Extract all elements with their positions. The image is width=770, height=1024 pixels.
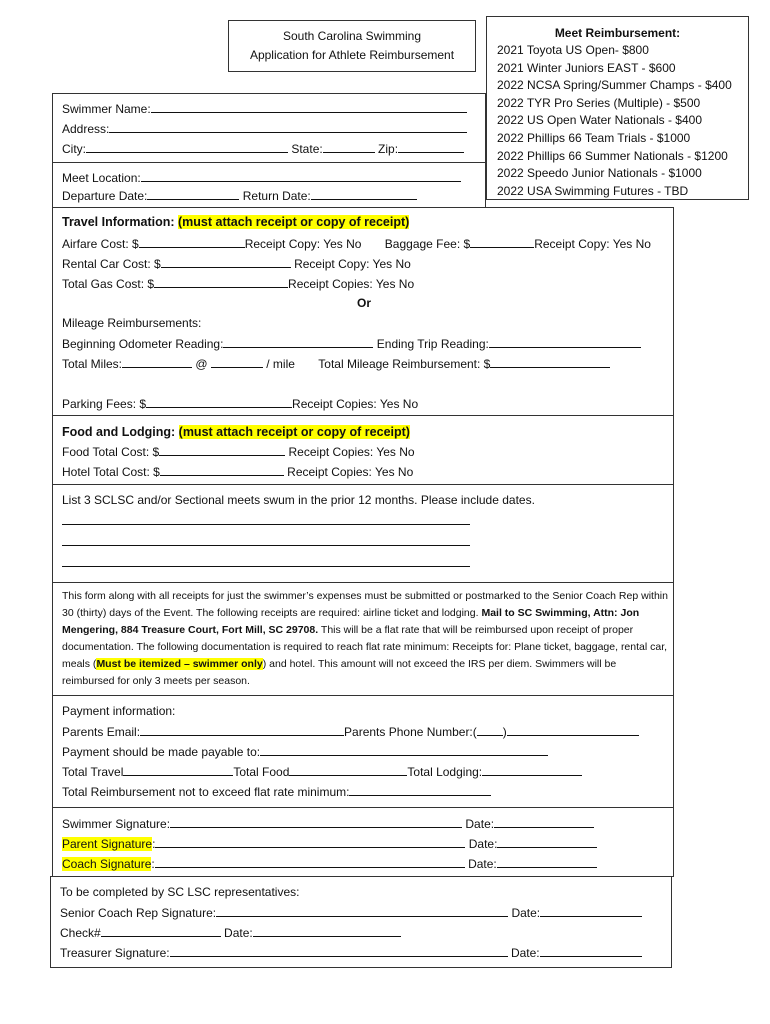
total-reimbursement-label: Total Reimbursement not to exceed flat rate minimum:: [62, 785, 350, 799]
mail-to-address: Mail to SC Swimming, Attn: Jon Mengering, 884 Treasure Court, Fort Mill, SC 29708.: [62, 607, 640, 636]
coach-signature-field[interactable]: [155, 855, 465, 868]
parents-contact-row: [62, 723, 639, 740]
parents-phone-label: Parents Phone Number:(: [344, 725, 477, 739]
payable-field[interactable]: [260, 743, 548, 756]
payment-heading: Payment information:: [62, 704, 176, 718]
total-miles-label: Total Miles:: [62, 357, 123, 371]
meet-item: 2022 Speedo Junior Nationals - $1000: [497, 166, 702, 181]
instructions-part-1: This form along with all receipts for just the swimmer’s expenses must be submitted or postmarked to the Senior Coach Rep within 30 (thirty) days of the Event. The following receipts are required: airline ticket and lodging.: [62, 590, 668, 619]
meets-list-prompt: List 3 SCLSC and/or Sectional meets swum in the prior 12 months. Please include dates.: [62, 493, 535, 507]
odometer-row: [62, 335, 641, 352]
signatures-box: [52, 807, 674, 877]
meet-item: 2022 US Open Water Nationals - $400: [497, 113, 703, 128]
state-field[interactable]: [323, 140, 375, 153]
meet-location-box: [52, 162, 486, 208]
airfare-receipt[interactable]: Receipt Copy: Yes No: [244, 237, 362, 251]
rate-field[interactable]: [211, 355, 263, 368]
airfare-row: [62, 235, 651, 252]
begin-odometer-label: Beginning Odometer Reading:: [62, 337, 224, 351]
instructions-box: [52, 582, 674, 696]
return-field[interactable]: [311, 187, 417, 200]
parent-colon: :: [152, 837, 156, 851]
payable-row: [62, 743, 548, 760]
parents-email-field[interactable]: [140, 723, 344, 736]
meet-item: 2021 Winter Juniors EAST - $600: [497, 60, 676, 75]
instructions-text: [62, 588, 668, 690]
address-row: [62, 120, 467, 137]
meet-item: 2022 NCSA Spring/Summer Champs - $400: [497, 78, 732, 93]
lsc-heading: To be completed by SC LSC representatives:: [60, 885, 300, 899]
coach-colon: :: [151, 857, 155, 871]
title-line-2: Application for Athlete Reimbursement: [249, 48, 455, 62]
meet-reimbursement-heading: Meet Reimbursement:: [554, 26, 681, 40]
return-label: Return Date:: [242, 189, 311, 203]
total-miles-row: [62, 355, 610, 372]
city-field[interactable]: [86, 140, 288, 153]
meet-item: 2021 Toyota US Open- $800: [497, 43, 649, 57]
or-label: Or: [357, 296, 372, 310]
treasurer-field[interactable]: [170, 944, 508, 957]
parent-date-field[interactable]: [497, 835, 597, 848]
mileage-label: Mileage Reimbursements:: [62, 316, 202, 330]
area-code-field[interactable]: [477, 723, 503, 736]
treasurer-label: Treasurer Signature:: [60, 946, 170, 960]
total-travel-label: Total Travel: [62, 765, 124, 779]
address-label: Address:: [62, 122, 110, 136]
total-miles-field[interactable]: [122, 355, 192, 368]
instructions-part-2: This will be a flat rate that will be reimbursed upon receipt of proper documentation. The following documentation is required to reach flat rate minimum: Receipts for: Plane ticket, baggage, rental car, meals (: [62, 624, 668, 670]
parking-label: Parking Fees: $: [62, 397, 147, 411]
travel-heading: Travel Information:: [62, 215, 175, 229]
travel-heading-row: [62, 214, 409, 230]
parents-email-label: Parents Email:: [62, 725, 141, 739]
rental-receipt[interactable]: Receipt Copy: Yes No: [294, 257, 411, 271]
food-heading-row: [62, 424, 410, 440]
swimmer-name-label: Swimmer Name:: [62, 102, 151, 116]
parents-phone-field[interactable]: [507, 723, 639, 736]
swimmer-signature-field[interactable]: [170, 815, 462, 828]
payable-label: Payment should be made payable to:: [62, 745, 261, 759]
begin-odometer-field[interactable]: [223, 335, 373, 348]
baggage-label: Baggage Fee: $: [384, 237, 471, 251]
zip-field[interactable]: [398, 140, 464, 153]
meet-entry-line[interactable]: [62, 545, 470, 546]
coach-signature-row: [62, 855, 597, 872]
title-line-1: South Carolina Swimming: [282, 29, 422, 43]
swimmer-name-field[interactable]: [151, 100, 467, 113]
meet-reimbursement-list: [497, 42, 732, 200]
end-odometer-label: Ending Trip Reading:: [376, 337, 489, 351]
meet-location-field[interactable]: [141, 169, 461, 182]
per-mile-label: / mile: [266, 357, 295, 371]
food-lodging-box: [52, 415, 674, 485]
total-mileage-field[interactable]: [490, 355, 610, 368]
hotel-total-field[interactable]: [160, 463, 284, 476]
title-box: [228, 20, 476, 72]
total-reimbursement-field[interactable]: [349, 783, 491, 796]
total-mileage-label: Total Mileage Reimbursement: $: [318, 357, 491, 371]
parking-field[interactable]: [146, 395, 292, 408]
check-date-field[interactable]: [253, 924, 401, 937]
food-total-field[interactable]: [159, 443, 285, 456]
total-lodging-field[interactable]: [482, 763, 582, 776]
senior-rep-label: Senior Coach Rep Signature:: [60, 906, 217, 920]
city-label: City:: [62, 142, 86, 156]
hotel-total-label: Hotel Total Cost: $: [62, 465, 160, 479]
coach-date-field[interactable]: [497, 855, 597, 868]
swimmer-signature-label: Swimmer Signature:: [62, 817, 171, 831]
swimmer-name-row: [62, 100, 467, 117]
gas-row: [62, 275, 414, 292]
parent-signature-field[interactable]: [155, 835, 465, 848]
coach-date-label: Date:: [468, 857, 497, 871]
at-label: @: [195, 357, 208, 371]
swimmer-date-field[interactable]: [494, 815, 594, 828]
swimmer-date-label: Date:: [465, 817, 495, 831]
total-lodging-label: Total Lodging:: [407, 765, 483, 779]
phone-close: ): [502, 725, 507, 739]
parking-row: [62, 395, 418, 412]
gas-field[interactable]: [154, 275, 288, 288]
treasurer-date-label: Date:: [510, 946, 540, 960]
total-food-field[interactable]: [289, 763, 407, 776]
address-field[interactable]: [109, 120, 467, 133]
baggage-receipt[interactable]: Receipt Copy: Yes No: [534, 237, 651, 251]
rental-label: Rental Car Cost: $: [62, 257, 161, 271]
baggage-field[interactable]: [470, 235, 534, 248]
totals-row: [62, 763, 582, 780]
airfare-label: Airfare Cost: $: [62, 237, 139, 251]
check-date-label: Date:: [224, 926, 253, 940]
food-total-label: Food Total Cost: $: [62, 445, 160, 459]
senior-date-label: Date:: [511, 906, 541, 920]
parent-signature-row: [62, 835, 597, 852]
travel-receipt-note: (must attach receipt or copy of receipt): [178, 215, 410, 229]
gas-label: Total Gas Cost: $: [62, 277, 155, 291]
meet-reimbursement-box: [486, 16, 749, 200]
rental-row: [62, 255, 411, 272]
treasurer-row: [60, 944, 642, 961]
meet-entry-line[interactable]: [62, 566, 470, 567]
swimmer-info-box: [52, 93, 486, 163]
hotel-total-row: [62, 463, 413, 480]
hotel-receipt[interactable]: Receipt Copies: Yes No: [287, 465, 414, 479]
food-receipt-note: (must attach receipt or copy of receipt): [178, 425, 410, 439]
gas-receipt[interactable]: Receipt Copies: Yes No: [288, 277, 415, 291]
senior-rep-field[interactable]: [216, 904, 508, 917]
departure-label: Departure Date:: [62, 189, 148, 203]
meet-item: 2022 TYR Pro Series (Multiple) - $500: [497, 95, 701, 110]
lsc-representatives-box: [50, 876, 672, 968]
meet-item: 2022 USA Swimming Futures - TBD: [497, 183, 689, 198]
departure-field[interactable]: [147, 187, 239, 200]
airfare-field[interactable]: [139, 235, 245, 248]
total-reimbursement-row: [62, 783, 491, 800]
parent-signature-label: Parent Signature: [62, 837, 153, 851]
check-label: Check#: [60, 926, 101, 940]
coach-signature-label: Coach Signature: [62, 857, 152, 871]
food-total-row: [62, 443, 415, 460]
total-food-label: Total Food: [233, 765, 290, 779]
zip-label: Zip:: [378, 142, 399, 156]
travel-box: [52, 207, 674, 416]
treasurer-date-field[interactable]: [540, 944, 642, 957]
parent-date-label: Date:: [468, 837, 498, 851]
state-label: State:: [291, 142, 323, 156]
rental-field[interactable]: [161, 255, 291, 268]
meet-location-row: [62, 169, 461, 186]
total-travel-field[interactable]: [123, 763, 233, 776]
senior-rep-row: [60, 904, 642, 921]
meet-entry-line[interactable]: [62, 524, 470, 525]
parking-receipt[interactable]: Receipt Copies: Yes No: [292, 397, 419, 411]
check-row: [60, 924, 401, 941]
payment-box: [52, 695, 674, 808]
instructions-part-3: ) and hotel. This amount will not exceed the IRS per diem. Swimmers will be reimbursed for only 3 meets per season.: [62, 658, 617, 687]
itemized-note: Must be itemized – swimmer only: [96, 658, 263, 670]
swimmer-signature-row: [62, 815, 594, 832]
senior-date-field[interactable]: [540, 904, 642, 917]
end-odometer-field[interactable]: [489, 335, 641, 348]
dates-row: [62, 187, 417, 204]
food-heading: Food and Lodging:: [62, 425, 176, 439]
meet-location-label: Meet Location:: [62, 171, 141, 185]
meet-item: 2022 Phillips 66 Summer Nationals - $1200: [497, 148, 728, 163]
meets-list-box: [52, 484, 674, 583]
check-field[interactable]: [101, 924, 221, 937]
meet-item: 2022 Phillips 66 Team Trials - $1000: [497, 130, 691, 145]
food-receipt[interactable]: Receipt Copies: Yes No: [288, 445, 415, 459]
city-row: [62, 140, 464, 157]
